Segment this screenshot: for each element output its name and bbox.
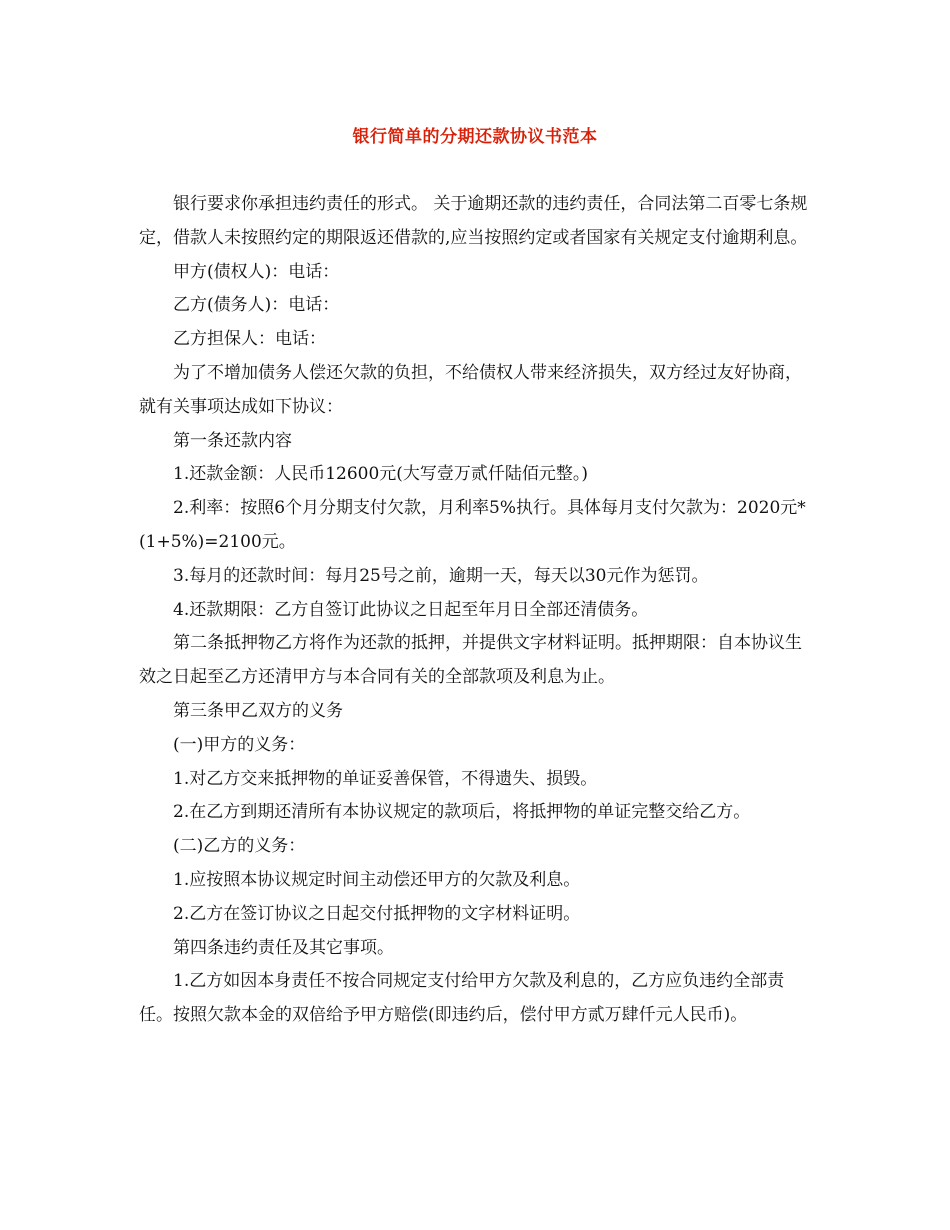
article-1-item-4: 4.还款期限：乙方自签订此协议之日起至年月日全部还清债务。 xyxy=(173,599,649,620)
article-1-item-3: 3.每月的还款时间：每月25号之前，逾期一天，每天以30元作为惩罚。 xyxy=(173,565,709,586)
article-4-item-1: 1.乙方如因本身责任不按合同规定支付给甲方欠款及利息的，乙方应负违约全部责任。按照欠款本金的双倍给予甲方赔偿(即违约后，偿付甲方贰万肆仟元人民币)。 xyxy=(139,971,785,1026)
article-1-heading: 第一条还款内容 xyxy=(173,430,292,451)
document-body xyxy=(139,188,811,1033)
paragraph-purpose: 为了不增加债务人偿还欠款的负担，不给债权人带来经济损失，双方经过友好协商，就有关事项达成如下协议： xyxy=(139,362,802,417)
party-a-duties-heading: (一)甲方的义务： xyxy=(173,734,306,755)
party-a-duty-1: 1.对乙方交来抵押物的单证妥善保管，不得遗失、损毁。 xyxy=(173,768,598,789)
paragraph-party-a: 甲方(债权人)：电话： xyxy=(173,261,340,282)
party-a-duty-2: 2.在乙方到期还清所有本协议规定的款项后，将抵押物的单证完整交给乙方。 xyxy=(173,802,751,823)
paragraph-guarantor: 乙方担保人：电话： xyxy=(173,329,326,350)
party-b-duties-heading: (二)乙方的义务： xyxy=(173,836,306,857)
party-b-duty-1: 1.应按照本协议规定时间主动偿还甲方的欠款及利息。 xyxy=(173,869,581,890)
party-b-duty-2: 2.乙方在签订协议之日起交付抵押物的文字材料证明。 xyxy=(173,903,581,924)
article-1-item-2: 2.利率：按照6个月分期支付欠款，月利率5%执行。具体每月支付欠款为：2020元*(1+5%)=2100元。 xyxy=(139,498,806,552)
article-4-heading: 第四条违约责任及其它事项。 xyxy=(173,937,394,958)
article-3-heading: 第三条甲乙双方的义务 xyxy=(173,700,343,721)
document-title: 银行简单的分期还款协议书范本 xyxy=(352,127,598,147)
paragraph-party-b: 乙方(债务人)：电话： xyxy=(173,295,340,316)
article-1-item-1: 1.还款金额：人民币12600元(大写壹万贰仟陆佰元整。) xyxy=(173,464,589,485)
paragraph-intro: 银行要求你承担违约责任的形式。 关于逾期还款的违约责任，合同法第二百零七条规定，借款人未按照约定的期限返还借款的,应当按照约定或者国家有关规定支付逾期利息。 xyxy=(139,194,808,248)
article-2-paragraph: 第二条抵押物乙方将作为还款的抵押，并提供文字材料证明。抵押期限：自本协议生效之日起至乙方还清甲方与本合同有关的全部款项及利息为止。 xyxy=(139,633,802,688)
